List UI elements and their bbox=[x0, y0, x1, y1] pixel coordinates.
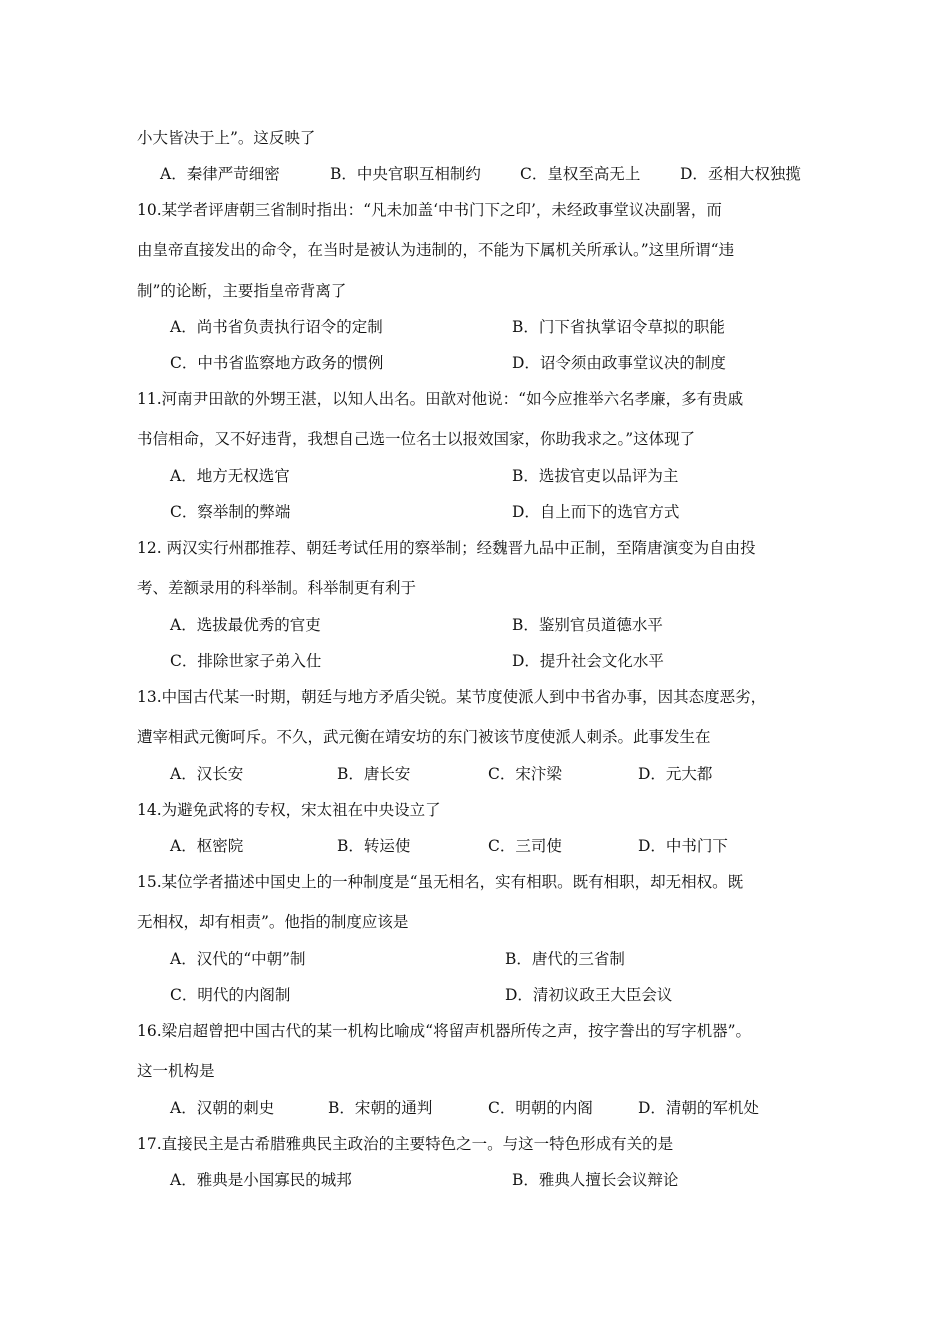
q10-option-b: B．门下省执掌诏令草拟的职能 bbox=[512, 318, 725, 336]
q13-option-c: C．宋汴梁 bbox=[488, 765, 562, 783]
question-13-stem: 13.中国古代某一时期，朝廷与地方矛盾尖锐。某节度使派人到中书省办事，因其态度恶劣， bbox=[137, 688, 767, 706]
q9-option-c: C．皇权至高无上 bbox=[520, 165, 641, 183]
q13-option-b: B．唐长安 bbox=[337, 765, 411, 783]
question-16-stem-end: 这一机构是 bbox=[137, 1062, 215, 1080]
q11-option-d: D．自上而下的选官方式 bbox=[512, 503, 680, 521]
q14-option-a: A．枢密院 bbox=[170, 837, 244, 855]
q10-option-d: D．诏令须由政事堂议决的制度 bbox=[512, 354, 726, 372]
q9-option-b: B．中央官职互相制约 bbox=[330, 165, 481, 183]
q15-option-c: C．明代的内阁制 bbox=[170, 986, 291, 1004]
question-16-stem: 16.梁启超曾把中国古代的某一机构比喻成“将留声机器所传之声，按字誊出的写字机器”。 bbox=[137, 1022, 752, 1040]
q11-option-c: C．察举制的弊端 bbox=[170, 503, 291, 521]
q11-option-a: A．地方无权选官 bbox=[170, 467, 290, 485]
q15-option-d: D．清初议政王大臣会议 bbox=[505, 986, 673, 1004]
question-17-stem: 17.直接民主是古希腊雅典民主政治的主要特色之一。与这一特色形成有关的是 bbox=[137, 1135, 674, 1153]
question-12-stem-end: 考、差额录用的科举制。科举制更有利于 bbox=[137, 579, 417, 597]
q17-option-b: B．雅典人擅长会议辩论 bbox=[512, 1171, 679, 1189]
q12-option-d: D．提升社会文化水平 bbox=[512, 652, 664, 670]
question-14-stem: 14.为避免武将的专权，宋太祖在中央设立了 bbox=[137, 801, 441, 819]
q14-option-d: D．中书门下 bbox=[638, 837, 728, 855]
question-15-stem-end: 无相权，却有相责”。他指的制度应该是 bbox=[137, 913, 409, 931]
question-13-stem-end: 遭宰相武元衡呵斥。不久，武元衡在靖安坊的东门被该节度使派人刺杀。此事发生在 bbox=[137, 728, 711, 746]
q15-option-a: A．汉代的“中朝”制 bbox=[170, 950, 306, 968]
q9-option-a: A．秦律严苛细密 bbox=[160, 165, 280, 183]
q11-option-b: B．选拔官吏以品评为主 bbox=[512, 467, 679, 485]
q9-option-d: D．丞相大权独揽 bbox=[680, 165, 801, 183]
q10-option-c: C．中书省监察地方政务的惯例 bbox=[170, 354, 384, 372]
q10-option-a: A．尚书省负责执行诏令的定制 bbox=[170, 318, 383, 336]
q17-option-a: A．雅典是小国寡民的城邦 bbox=[170, 1171, 352, 1189]
q12-option-b: B．鉴别官员道德水平 bbox=[512, 616, 663, 634]
question-15-stem: 15.某位学者描述中国史上的一种制度是“虽无相名，实有相职。既有相职，却无相权。既 bbox=[137, 873, 744, 891]
q16-option-c: C．明朝的内阁 bbox=[488, 1099, 593, 1117]
q14-option-c: C．三司使 bbox=[488, 837, 562, 855]
q13-option-d: D．元大都 bbox=[638, 765, 713, 783]
question-10-stem-end: 制”的论断，主要指皇帝背离了 bbox=[137, 282, 347, 300]
question-10-stem-cont: 由皇帝直接发出的命令，在当时是被认为违制的，不能为下属机关所承认。”这里所谓“违 bbox=[137, 241, 735, 259]
q12-option-c: C．排除世家子弟入仕 bbox=[170, 652, 322, 670]
question-12-stem: 12. 两汉实行州郡推荐、朝廷考试任用的察举制；经魏晋九品中正制，至隋唐演变为自由投 bbox=[137, 539, 756, 557]
question-11-stem-end: 书信相命，又不好违背，我想自己选一位名士以报效国家，你助我求之。”这体现了 bbox=[137, 430, 696, 448]
q12-option-a: A．选拔最优秀的官吏 bbox=[170, 616, 321, 634]
q14-option-b: B．转运使 bbox=[337, 837, 411, 855]
question-10-stem: 10.某学者评唐朝三省制时指出：“凡未加盖‘中书门下之印’，未经政事堂议决副署，而 bbox=[137, 201, 722, 219]
question-11-stem: 11.河南尹田歆的外甥王湛，以知人出名。田歆对他说：“如今应推举六名孝廉，多有贵戚 bbox=[137, 390, 744, 408]
q13-option-a: A．汉长安 bbox=[170, 765, 244, 783]
q16-option-b: B．宋朝的通判 bbox=[328, 1099, 433, 1117]
q16-option-d: D．清朝的军机处 bbox=[638, 1099, 759, 1117]
question-9-stem-end: 小大皆决于上”。这反映了 bbox=[137, 129, 316, 147]
q16-option-a: A．汉朝的刺史 bbox=[170, 1099, 275, 1117]
q15-option-b: B．唐代的三省制 bbox=[505, 950, 625, 968]
